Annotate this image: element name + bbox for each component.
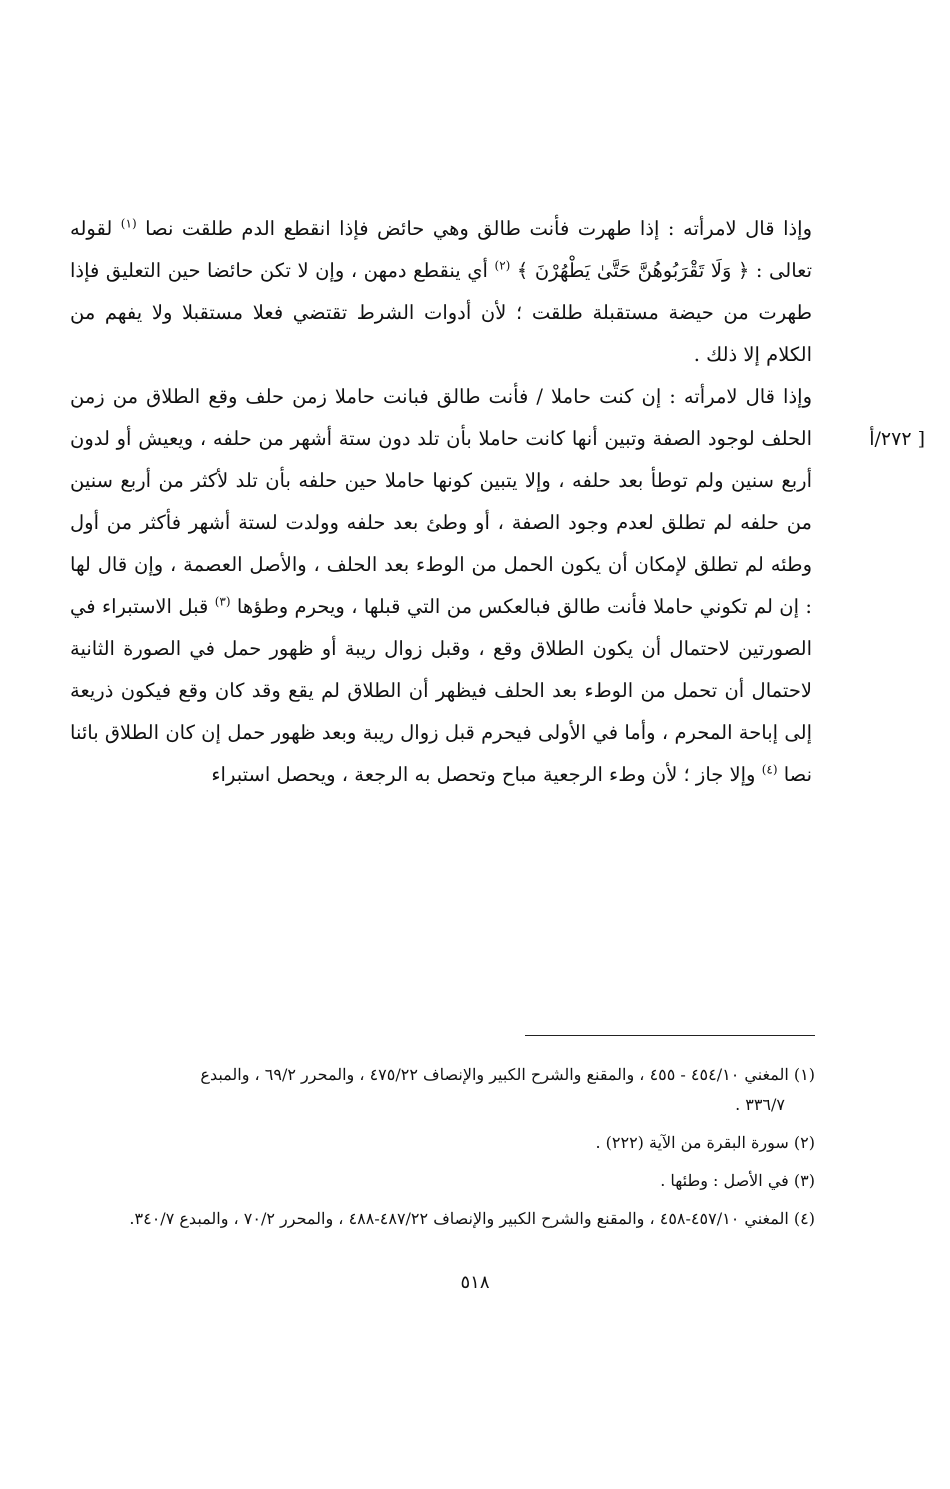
paragraph-text: وإذا قال لامرأته : إن كنت حاملا / فأنت طالق فبانت حاملا زمن حلف وقع الطلاق من زمن الحلف لوجود الصفة وتبين أنها كانت حاملا بأن تلد دون ستة أشهر من حلفه ، ويعيش أو لدون أربع سنين ولم توطأ بعد حلفه ، وإلا يتبين كونها حاملا حين حلفه بأن تلد لأكثر من أربع سنين من حلفه لم تطلق لعدم وجود الصفة ، أو وطئ بعد حلفه وولدت لستة أشهر فأكثر من أول وطئه لم تطلق لإمكان أن يكون الحمل من الوطء بعد الحلف ، والأصل العصمة ، وإن قال لها : إن لم تكوني حاملا فأنت طالق فبالعكس من التي قبلها ، ويحرم وطؤها [70, 385, 813, 618]
footnote-text: (٣) في الأصل : وطئها . [660, 1171, 815, 1190]
paragraph-text: وإذا قال لامرأته : إذا طهرت فأنت طالق وهي حائض فإذا انقطع الدم طلقت نصا [136, 217, 812, 240]
main-text [70, 208, 812, 796]
footnote-marker: (٤) [761, 762, 778, 777]
paragraph-text: وإلا جاز ؛ لأن وطء الرجعية مباح وتحصل به الرجعة ، ويحصل استبراء [211, 763, 762, 786]
paragraph-text: أي ينقطع دمهن ، وإن لا تكن حائضا حين التعليق فإذا طهرت من حيضة مستقبلة طلقت ؛ لأن أدوات الشرط تقتضي فعلا مستقبلا ولا يفهم من الكلام إلا ذلك . [70, 259, 812, 366]
footnote-marker: (١) [120, 216, 137, 231]
footnote-3 [90, 1166, 815, 1196]
page-number: ٥١٨ [460, 1272, 490, 1293]
footnote-text: (٢) سورة البقرة من الآية (٢٢٢) . [595, 1133, 815, 1152]
footnote-2 [90, 1128, 815, 1158]
footnote-marker: (٣) [214, 594, 231, 609]
footnotes [90, 1060, 815, 1242]
footnote-continuation: ٣٣٦/٧ . [735, 1095, 785, 1114]
footnote-marker: (٢) [494, 258, 511, 273]
paragraph-text: لقوله تعالى : ﴿ وَلَا تَقْرَبُوهُنَّ حَتَّىٰ يَطْهُرْنَ ﴾ [70, 217, 812, 282]
footnote-divider [525, 1035, 815, 1036]
paragraph-talaq-haml [70, 376, 812, 796]
footnote-text: (١) المغني ٤٥٤/١٠ - ٤٥٥ ، والمقنع والشرح الكبير والإنصاف ٤٧٥/٢٢ ، والمحرر ٦٩/٢ ، والمبدع [200, 1065, 815, 1084]
footnote-text: (٤) المغني ٤٥٧/١٠-٤٥٨ ، والمقنع والشرح الكبير والإنصاف ٤٨٧/٢٢-٤٨٨ ، والمحرر ٧٠/٢ ، والمبدع ٣٤٠/٧. [129, 1209, 815, 1228]
footnote-1 [90, 1060, 815, 1120]
paragraph-text: قبل الاستبراء في الصورتين لاحتمال أن يكون الطلاق وقع ، وقبل زوال ريبة أو ظهور حمل في الصورة الثانية لاحتمال أن تحمل من الوطء بعد الحلف فيظهر أن الطلاق لم يقع وقد كان وقع فيكون ذريعة إلى إباحة المحرم ، وأما في الأولى فيحرم قبل زوال ريبة وبعد ظهور حمل إن كان الطلاق بائنا نصا [70, 595, 812, 786]
paragraph-talaq-tuhr [70, 208, 812, 376]
footnote-4 [90, 1204, 815, 1234]
manuscript-folio-reference: [ ٢٧٢/أ [869, 428, 925, 450]
